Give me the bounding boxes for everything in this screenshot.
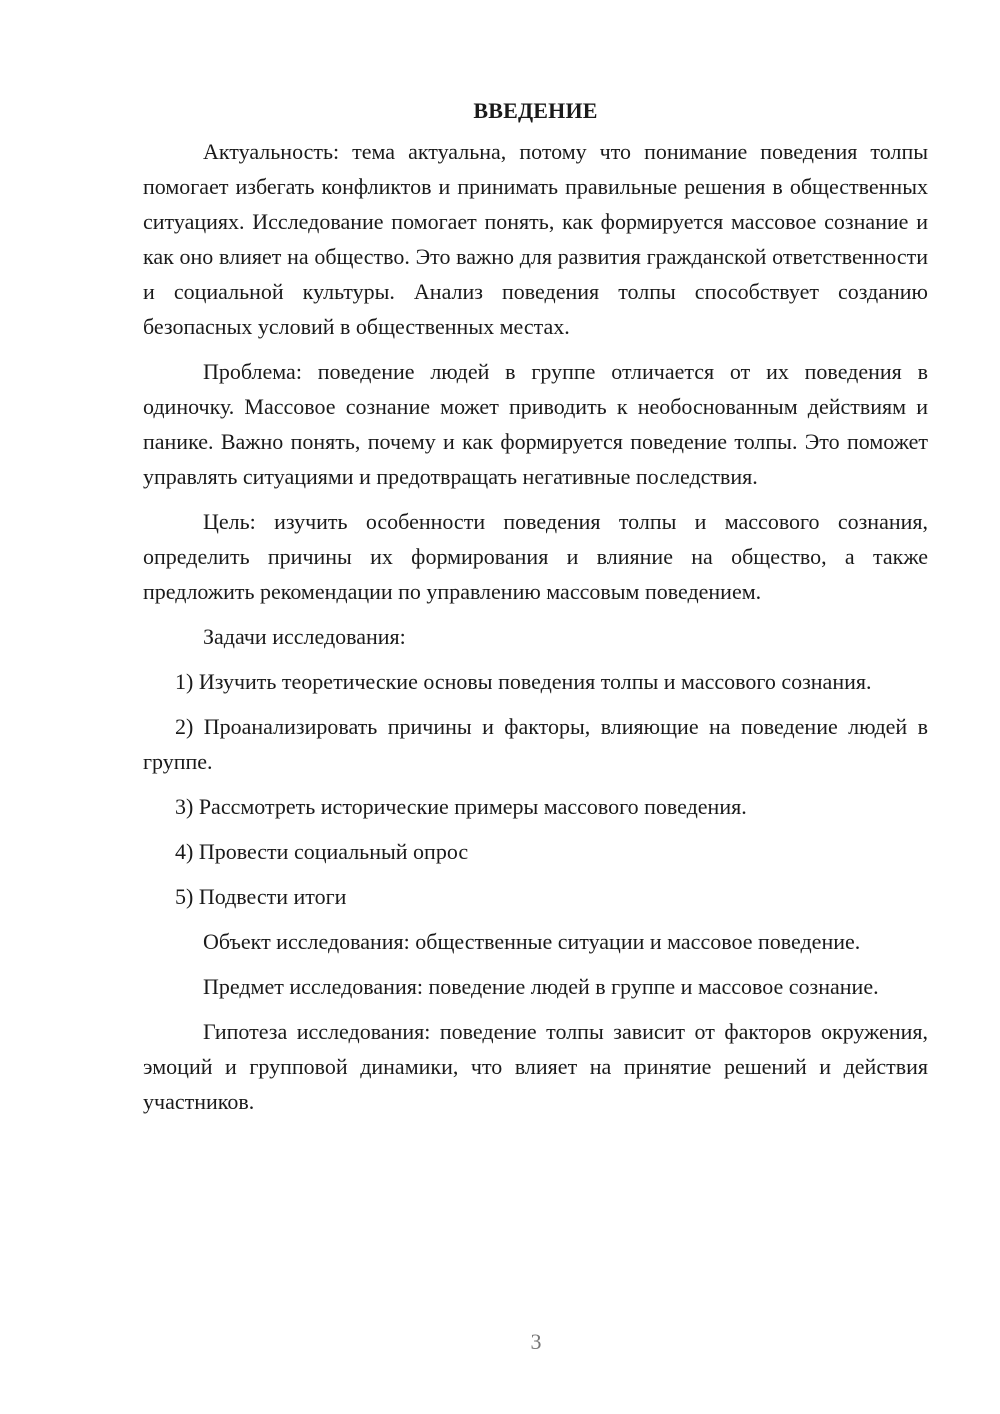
task-item: 1) Изучить теоретические основы поведения толпы и массового сознания. [175,669,872,694]
subject-paragraph: Предмет исследования: поведение людей в группе и массовое сознание. [203,974,879,999]
problem-paragraph: Проблема: поведение людей в группе отличается от их поведения в одиночку. Массовое сознание может приводить к необоснованным действиям и панике. Важно понять, почему и как формируется поведение толпы. Это поможет управлять ситуациями и предотвращать негативные последствия. [143,359,928,489]
page-title: ВВЕДЕНИЕ [473,98,598,123]
task-item: 3) Рассмотреть исторические примеры массового поведения. [175,794,747,819]
task-item: 2) Проанализировать причины и факторы, влияющие на поведение людей в группе. [143,714,928,774]
task-item: 4) Провести социальный опрос [175,839,469,864]
relevance-paragraph: Актуальность: тема актуальна, потому что понимание поведения толпы помогает избегать конфликтов и принимать правильные решения в общественных ситуациях. Исследование помогает понять, как формируется массовое сознание и как оно влияет на общество. Это важно для развития гражданской ответственности и социальной культуры. Анализ поведения толпы способствует созданию безопасных условий в общественных местах. [143,139,928,339]
tasks-list [143,664,928,914]
task-item: 5) Подвести итоги [175,884,347,909]
document-page [143,92,928,1119]
hypothesis-paragraph: Гипотеза исследования: поведение толпы зависит от факторов окружения, эмоций и групповой динамики, что влияет на принятие решений и действия участников. [143,1019,928,1114]
page-number: 3 [530,1329,542,1354]
goal-paragraph: Цель: изучить особенности поведения толпы и массового сознания, определить причины их формирования и влияние на общество, а также предложить рекомендации по управлению массовым поведением. [143,509,928,604]
object-paragraph: Объект исследования: общественные ситуации и массовое поведение. [203,929,861,954]
tasks-heading: Задачи исследования: [203,624,406,649]
